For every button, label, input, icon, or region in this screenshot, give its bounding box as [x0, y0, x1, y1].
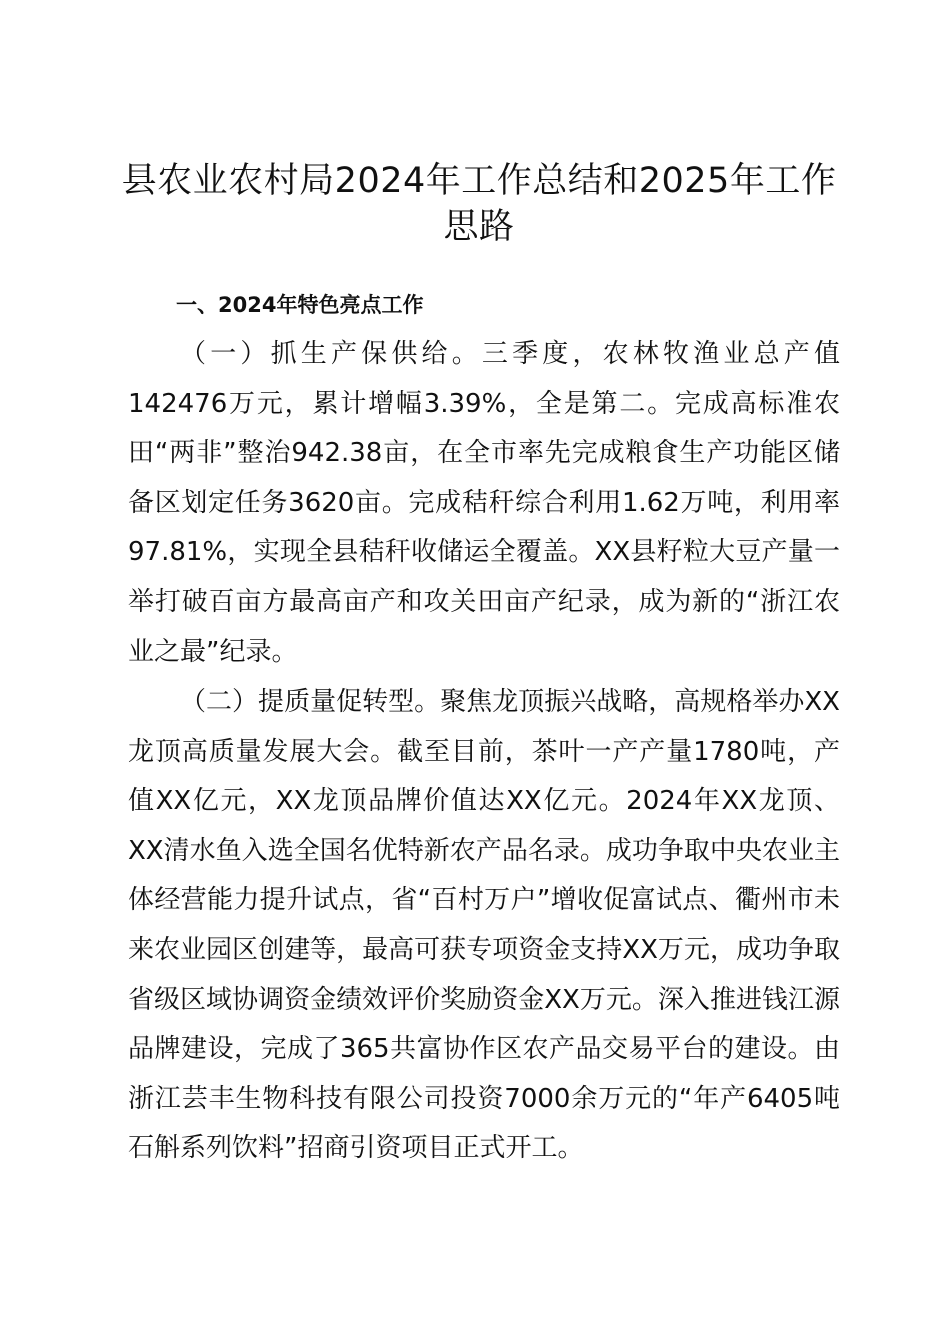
paragraph-production-supply: （一）抓生产保供给。三季度，农林牧渔业总产值142476万元，累计增幅3.39%，全是第二。完成高标准农田“两非”整治942.38亩，在全市率先完成粮食生产功能区储备区划定任务3620亩。完成秸秆综合利用1.62万吨，利用率97.81%，实现全县秸秆收储运全覆盖。XX县籽粒大豆产量一举打破百亩方最高亩产和攻关田亩产纪录，成为新的“浙江农业之最”纪录。 — [128, 339, 840, 667]
document-title: 县农业农村局2024年工作总结和2025年工作思路 — [121, 161, 837, 247]
paragraph-quality-transformation: （二）提质量促转型。聚焦龙顶振兴战略，高规格举办XX龙顶高质量发展大会。截至目前，茶叶一产产量1780吨，产值XX亿元，XX龙顶品牌价值达XX亿元。2024年XX龙顶、XX清水鱼入选全国名优特新农产品名录。成功争取中央农业主体经营能力提升试点，省“百村万户”增收促富试点、衢州市未来农业园区创建等，最高可获专项资金支持XX万元，成功争取省级区域协调资金绩效评价奖励资金XX万元。深入推进钱江源品牌建设，完成了365共富协作区农产品交易平台的建设。由浙江芸丰生物科技有限公司投资7000余万元的“年产6405吨石斛系列饮料”招商引资项目正式开工。 — [128, 687, 840, 1164]
section-heading: 一、2024年特色亮点工作 — [176, 293, 424, 317]
